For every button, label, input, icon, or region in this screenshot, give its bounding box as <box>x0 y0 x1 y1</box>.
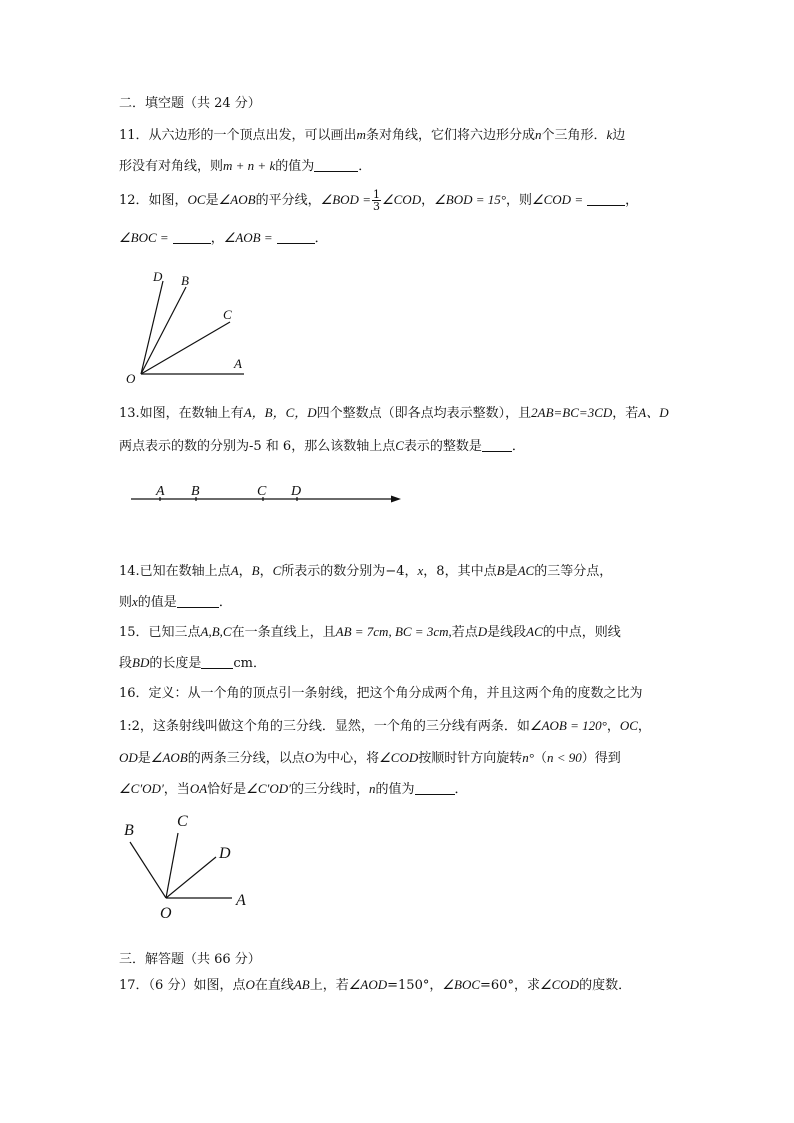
q14-value-x: x <box>417 563 424 578</box>
q17-text: 上，若 <box>309 978 349 993</box>
q16-label-c: C <box>177 813 188 830</box>
q14-value-c: 8 <box>436 564 445 579</box>
q14-text: 是 <box>504 564 518 579</box>
q17-angle-cod: ∠COD <box>539 977 580 992</box>
q14-text: 14.已知在数轴上点 <box>119 564 231 579</box>
q11-text: ． <box>358 159 372 174</box>
q14-var-x: x <box>132 594 138 609</box>
q13-text: ，若 <box>612 406 639 421</box>
q16-ray-oc: OC <box>619 718 638 733</box>
q12-angle-bod: ∠BOD = <box>320 192 371 207</box>
section-3-title: 三．解答题（共 66 分） <box>119 952 261 967</box>
q16-ray-oc-line <box>166 833 178 898</box>
q15-text: ． <box>252 656 266 671</box>
q16-text: ． <box>454 782 468 797</box>
q16-text: ）得到 <box>581 751 621 766</box>
q14-text: 所表示的数分别为 <box>281 564 386 579</box>
q14-segment-ac: AC <box>517 563 535 578</box>
q16-point-o: O <box>304 750 315 765</box>
q16-ray-ob-line <box>130 842 166 898</box>
q14-text: ， <box>238 564 252 579</box>
q16-text: 恰好是 <box>207 782 247 797</box>
q15-point-d: D <box>477 624 488 639</box>
q17-line-1 <box>119 976 631 995</box>
q17-text: 在直线 <box>254 978 294 993</box>
q11-text: 边 <box>612 128 626 143</box>
q13-text: 表示的整数是 <box>403 439 482 454</box>
q14-value-a: −4 <box>385 564 405 579</box>
q16-condition: n < 90 <box>547 750 582 765</box>
q13-axis-label-c: C <box>257 484 267 499</box>
q13-axis-label-d: D <box>291 484 302 499</box>
q11-var-k: k <box>606 127 613 142</box>
q16-label-b: B <box>124 822 134 839</box>
q16-line-1: 16．定义：从一个角的顶点引一条射线，把这个角分成两个角，并且这两个角的度数之比为 <box>119 686 643 701</box>
q16-rotation-n: n° <box>522 750 534 765</box>
q12-fraction-numerator: 1 <box>372 188 380 201</box>
q15-text: 段 <box>119 656 133 671</box>
q15-lengths: AB = 7cm, BC = 3cm, <box>335 624 452 639</box>
q12-text: ， <box>625 193 639 208</box>
q12-angle-aob-query: ∠AOB = <box>223 230 273 245</box>
q12-text: 是 <box>205 193 219 208</box>
q16-ray-od: OD <box>119 750 138 765</box>
q17-angle-aod: ∠AOD <box>348 977 388 992</box>
q15-segment-ac: AC <box>526 624 543 639</box>
section-2-title: 二．填空题（共 24 分） <box>119 96 261 111</box>
q16-text: 是 <box>137 751 151 766</box>
q12-label-c: C <box>223 307 232 322</box>
q16-text: 的两条三分线，以点 <box>187 751 305 766</box>
q12-label-a: A <box>234 356 242 371</box>
q12-text: 12．如图， <box>119 193 188 208</box>
q16-label-a: A <box>236 892 246 909</box>
q16-text: 按顺时针方向旋转 <box>418 751 523 766</box>
q13-points: A，B，C，D <box>243 405 317 420</box>
q15-text: 的长度是 <box>149 656 202 671</box>
q14-text: ， <box>259 564 273 579</box>
q16-ray-oa: OA <box>189 781 208 796</box>
q15-text: 的中点，则线 <box>542 625 621 640</box>
q14-point-b: B <box>251 563 260 578</box>
q16-text: 1:2，这条射线叫做这个角的三分线．显然，一个角的三分线有两条．如 <box>119 719 530 734</box>
q12-label-d: D <box>153 269 163 284</box>
q16-angle-cod: ∠COD <box>379 750 419 765</box>
q11-text: 形没有对角线，则 <box>119 159 224 174</box>
q16-text: 的值为 <box>375 782 415 797</box>
q16-label-o: O <box>160 905 172 922</box>
q14-text: ， <box>404 564 418 579</box>
q12-angle-bod-value: ∠BOD = 15° <box>434 192 506 207</box>
q15-text: 是线段 <box>487 625 527 640</box>
q11-text: 个三角形． <box>541 128 607 143</box>
q11-var-m: m <box>356 127 366 142</box>
q12-label-o: O <box>126 371 136 386</box>
q15-segment-bd: BD <box>132 655 150 670</box>
q13-relation: 2AB=BC=3CD <box>531 405 613 420</box>
q12-text: ． <box>314 231 328 246</box>
q17-angle-boc: ∠BOC <box>442 977 481 992</box>
q14-text: ． <box>218 595 232 610</box>
q13-point-c: C <box>395 438 404 453</box>
q12-fraction-denominator: 3 <box>372 200 380 213</box>
q15-unit: cm <box>233 656 253 671</box>
q17-line-ab: AB <box>293 977 310 992</box>
q13-points-ad: A、D <box>638 405 669 420</box>
q14-point-b: B <box>496 563 505 578</box>
q14-text: ， <box>423 564 437 579</box>
q13-axis-label-a: A <box>156 484 165 499</box>
q16-text: ， <box>637 719 651 734</box>
q16-angle-cprime-odprime: ∠C′OD′ <box>119 781 164 796</box>
q11-text: 11．从六边形的一个顶点出发，可以画出 <box>119 128 357 143</box>
q16-label-d: D <box>219 845 231 862</box>
q14-point-a: A <box>230 563 239 578</box>
q13-axis-label-b: B <box>191 484 200 499</box>
q17-text: =150°， <box>387 978 443 993</box>
q16-text: ，当 <box>163 782 190 797</box>
q14-text: ，其中点 <box>444 564 497 579</box>
q12-text: ，则 <box>505 193 532 208</box>
q16-angle-cprime-odprime: ∠C′OD′ <box>246 781 291 796</box>
q12-text: 的平分线， <box>255 193 321 208</box>
q12-text: ， <box>210 231 224 246</box>
q11-var-n: n <box>534 127 542 142</box>
q14-text: 的值是 <box>137 595 177 610</box>
q16-text: （ <box>533 751 547 766</box>
q14-point-c: C <box>272 563 282 578</box>
q13-text: 13.如图，在数轴上有 <box>119 406 244 421</box>
q16-ray-od-line <box>166 857 216 898</box>
q15-text: 在一条直线上，且 <box>231 625 336 640</box>
q11-expression: m + n + k <box>223 158 276 173</box>
q14-text: 的三等分点， <box>534 564 613 579</box>
q15-text: 若点 <box>451 625 478 640</box>
q12-angle-aob: ∠AOB <box>218 192 256 207</box>
q12-text: ， <box>421 193 435 208</box>
q12-angle-cod: ∠COD <box>381 192 422 207</box>
q11-text: 条对角线，它们将六边形分成 <box>365 128 535 143</box>
q15-points: A,B,C <box>200 624 232 639</box>
q12-angle-boc-query: ∠BOC = <box>119 230 169 245</box>
q15-text: 15．已知三点 <box>119 625 201 640</box>
q17-text: =60°，求 <box>480 978 540 993</box>
q13-text: ． <box>511 439 525 454</box>
q13-text: 四个整数点（即各点均表示整数），且 <box>316 406 532 421</box>
q16-angle-aob: ∠AOB <box>150 750 188 765</box>
q13-text: 两点表示的数的分别为-5 和 6，那么该数轴上点 <box>119 439 396 454</box>
q16-text: 的三分线时， <box>290 782 369 797</box>
q12-angle-cod-query: ∠COD = <box>531 192 584 207</box>
q12-ray-oc: OC <box>187 192 206 207</box>
q11-text: 的值为 <box>275 159 315 174</box>
q16-text: ， <box>606 719 620 734</box>
q17-text: 的度数． <box>579 978 632 993</box>
q17-point-o: O <box>245 977 255 992</box>
q17-text: 17．（6 分）如图，点 <box>119 978 246 993</box>
q16-angle-aob: ∠AOB = 120° <box>529 718 607 733</box>
q16-var-n: n <box>368 781 376 796</box>
q14-text: 则 <box>119 595 133 610</box>
q12-label-b: B <box>181 273 189 288</box>
q16-text: 为中心，将 <box>314 751 380 766</box>
